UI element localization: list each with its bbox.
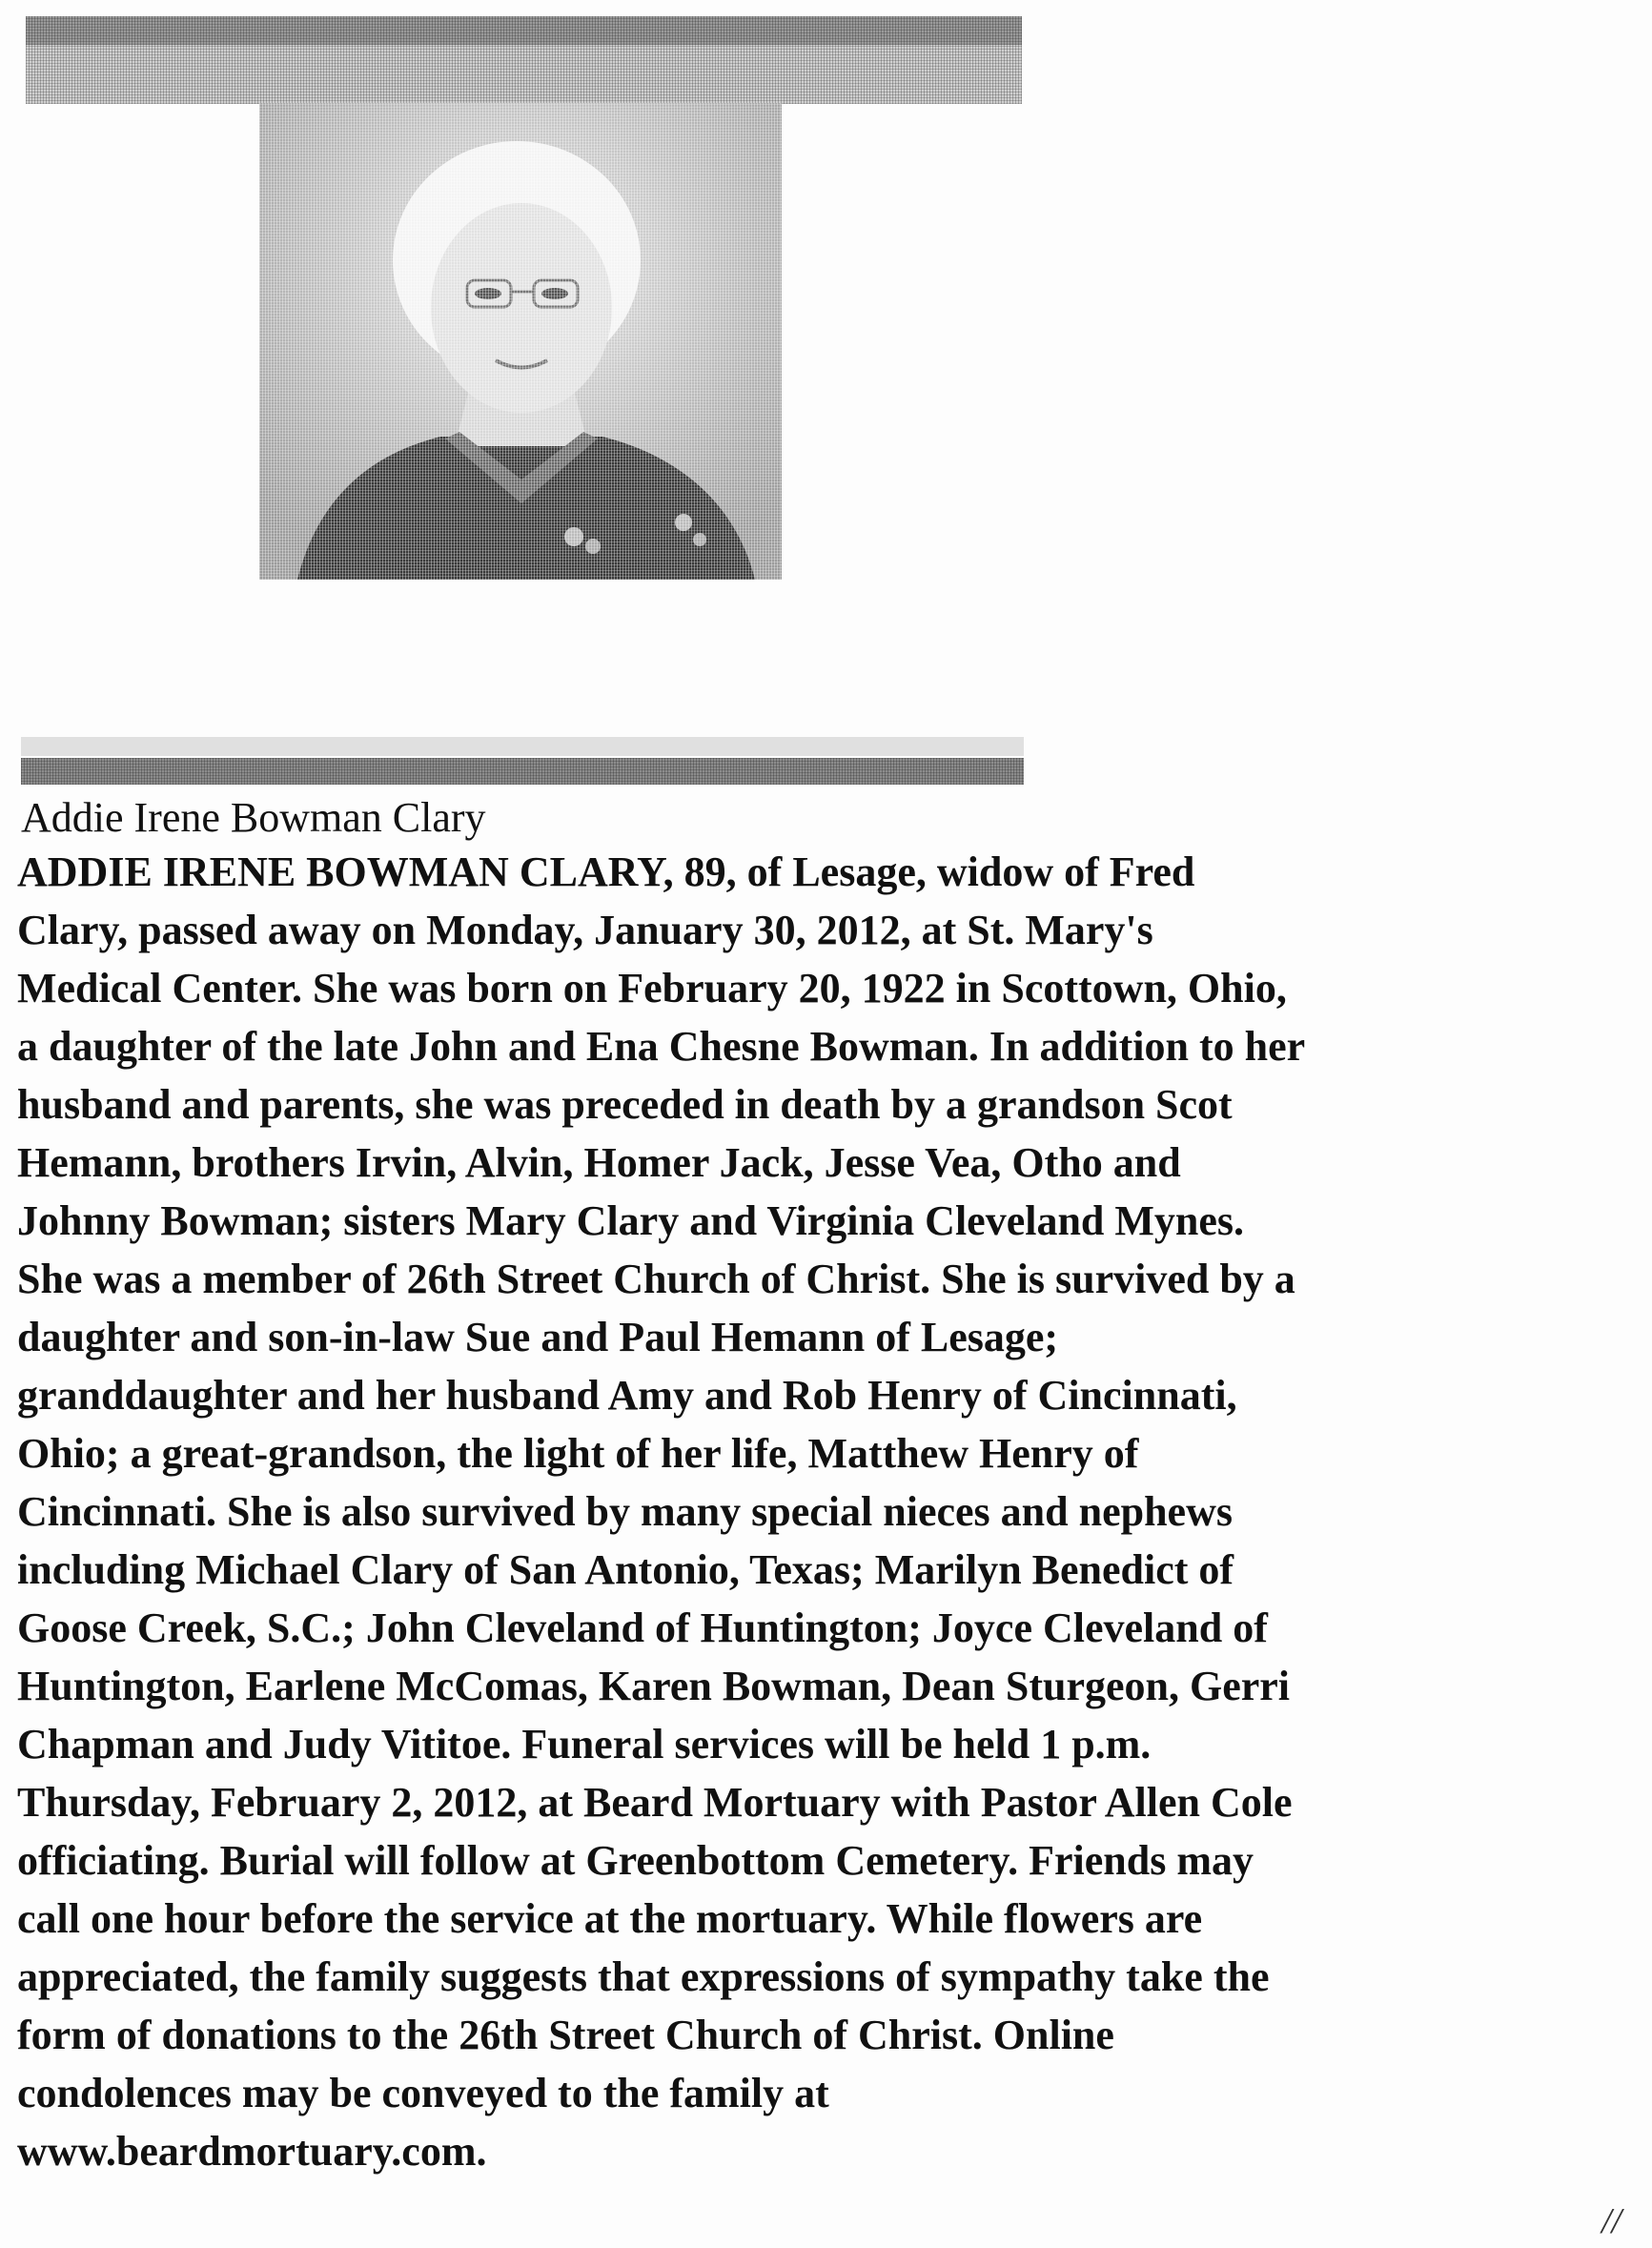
halftone-screen [259, 103, 782, 580]
obituary-line: Huntington, Earlene McComas, Karen Bowman, Dean Sturgeon, Gerri [17, 1663, 1291, 1709]
obituary-text [17, 843, 1561, 2180]
caption-dark-stripe [21, 758, 1024, 785]
obituary-line: Goose Creek, S.C.; John Cleveland of Huntington; Joyce Cleveland of [17, 1604, 1268, 1651]
obituary-line: including Michael Clary of San Antonio, Texas; Marilyn Benedict of [17, 1546, 1234, 1593]
obituary-line: officiating. Burial will follow at Greenbottom Cemetery. Friends may [17, 1837, 1254, 1884]
obituary-headline: Addie Irene Bowman Clary [21, 794, 486, 841]
obituary-line: condolences may be conveyed to the family at [17, 2070, 829, 2116]
header-dark-stripe [26, 16, 1022, 45]
obituary-line: www.beardmortuary.com. [17, 2128, 487, 2175]
obituary-line: daughter and son-in-law Sue and Paul Hemann of Lesage; [17, 1314, 1059, 1360]
header-scan-bar [26, 16, 1022, 104]
obituary-line: ADDIE IRENE BOWMAN CLARY, 89, of Lesage, widow of Fred [17, 848, 1195, 895]
obituary-line: husband and parents, she was preceded in death by a grandson Scot [17, 1081, 1233, 1128]
obituary-line: Johnny Bowman; sisters Mary Clary and Virginia Cleveland Mynes. [17, 1197, 1245, 1244]
portrait-photo [259, 103, 782, 580]
obituary-line: call one hour before the service at the mortuary. While flowers are [17, 1895, 1203, 1942]
obituary-line: Hemann, brothers Irvin, Alvin, Homer Jack, Jesse Vea, Otho and [17, 1139, 1181, 1186]
obituary-line: Cincinnati. She is also survived by many special nieces and nephews [17, 1488, 1233, 1535]
caption-light-stripe [21, 737, 1024, 756]
obituary-line: Clary, passed away on Monday, January 30, 2012, at St. Mary's [17, 907, 1153, 953]
obituary-line: Thursday, February 2, 2012, at Beard Mortuary with Pastor Allen Cole [17, 1779, 1293, 1826]
obituary-line: form of donations to the 26th Street Church of Christ. Online [17, 2012, 1114, 2058]
obituary-line: appreciated, the family suggests that expressions of sympathy take the [17, 1953, 1270, 2000]
obituary-line: Ohio; a great-grandson, the light of her life, Matthew Henry of [17, 1430, 1139, 1477]
corner-pen-mark: // [1601, 2201, 1622, 2241]
obituary-line: a daughter of the late John and Ena Chesne Bowman. In addition to her [17, 1023, 1306, 1070]
obituary-line: She was a member of 26th Street Church of Christ. She is survived by a [17, 1256, 1295, 1302]
obituary-line: granddaughter and her husband Amy and Rob Henry of Cincinnati, [17, 1372, 1237, 1419]
caption-scan-bar [21, 737, 1024, 785]
obituary-line: Chapman and Judy Vititoe. Funeral services will be held 1 p.m. [17, 1721, 1152, 1768]
obituary-line: Medical Center. She was born on February 20, 1922 in Scottown, Ohio, [17, 965, 1287, 1012]
